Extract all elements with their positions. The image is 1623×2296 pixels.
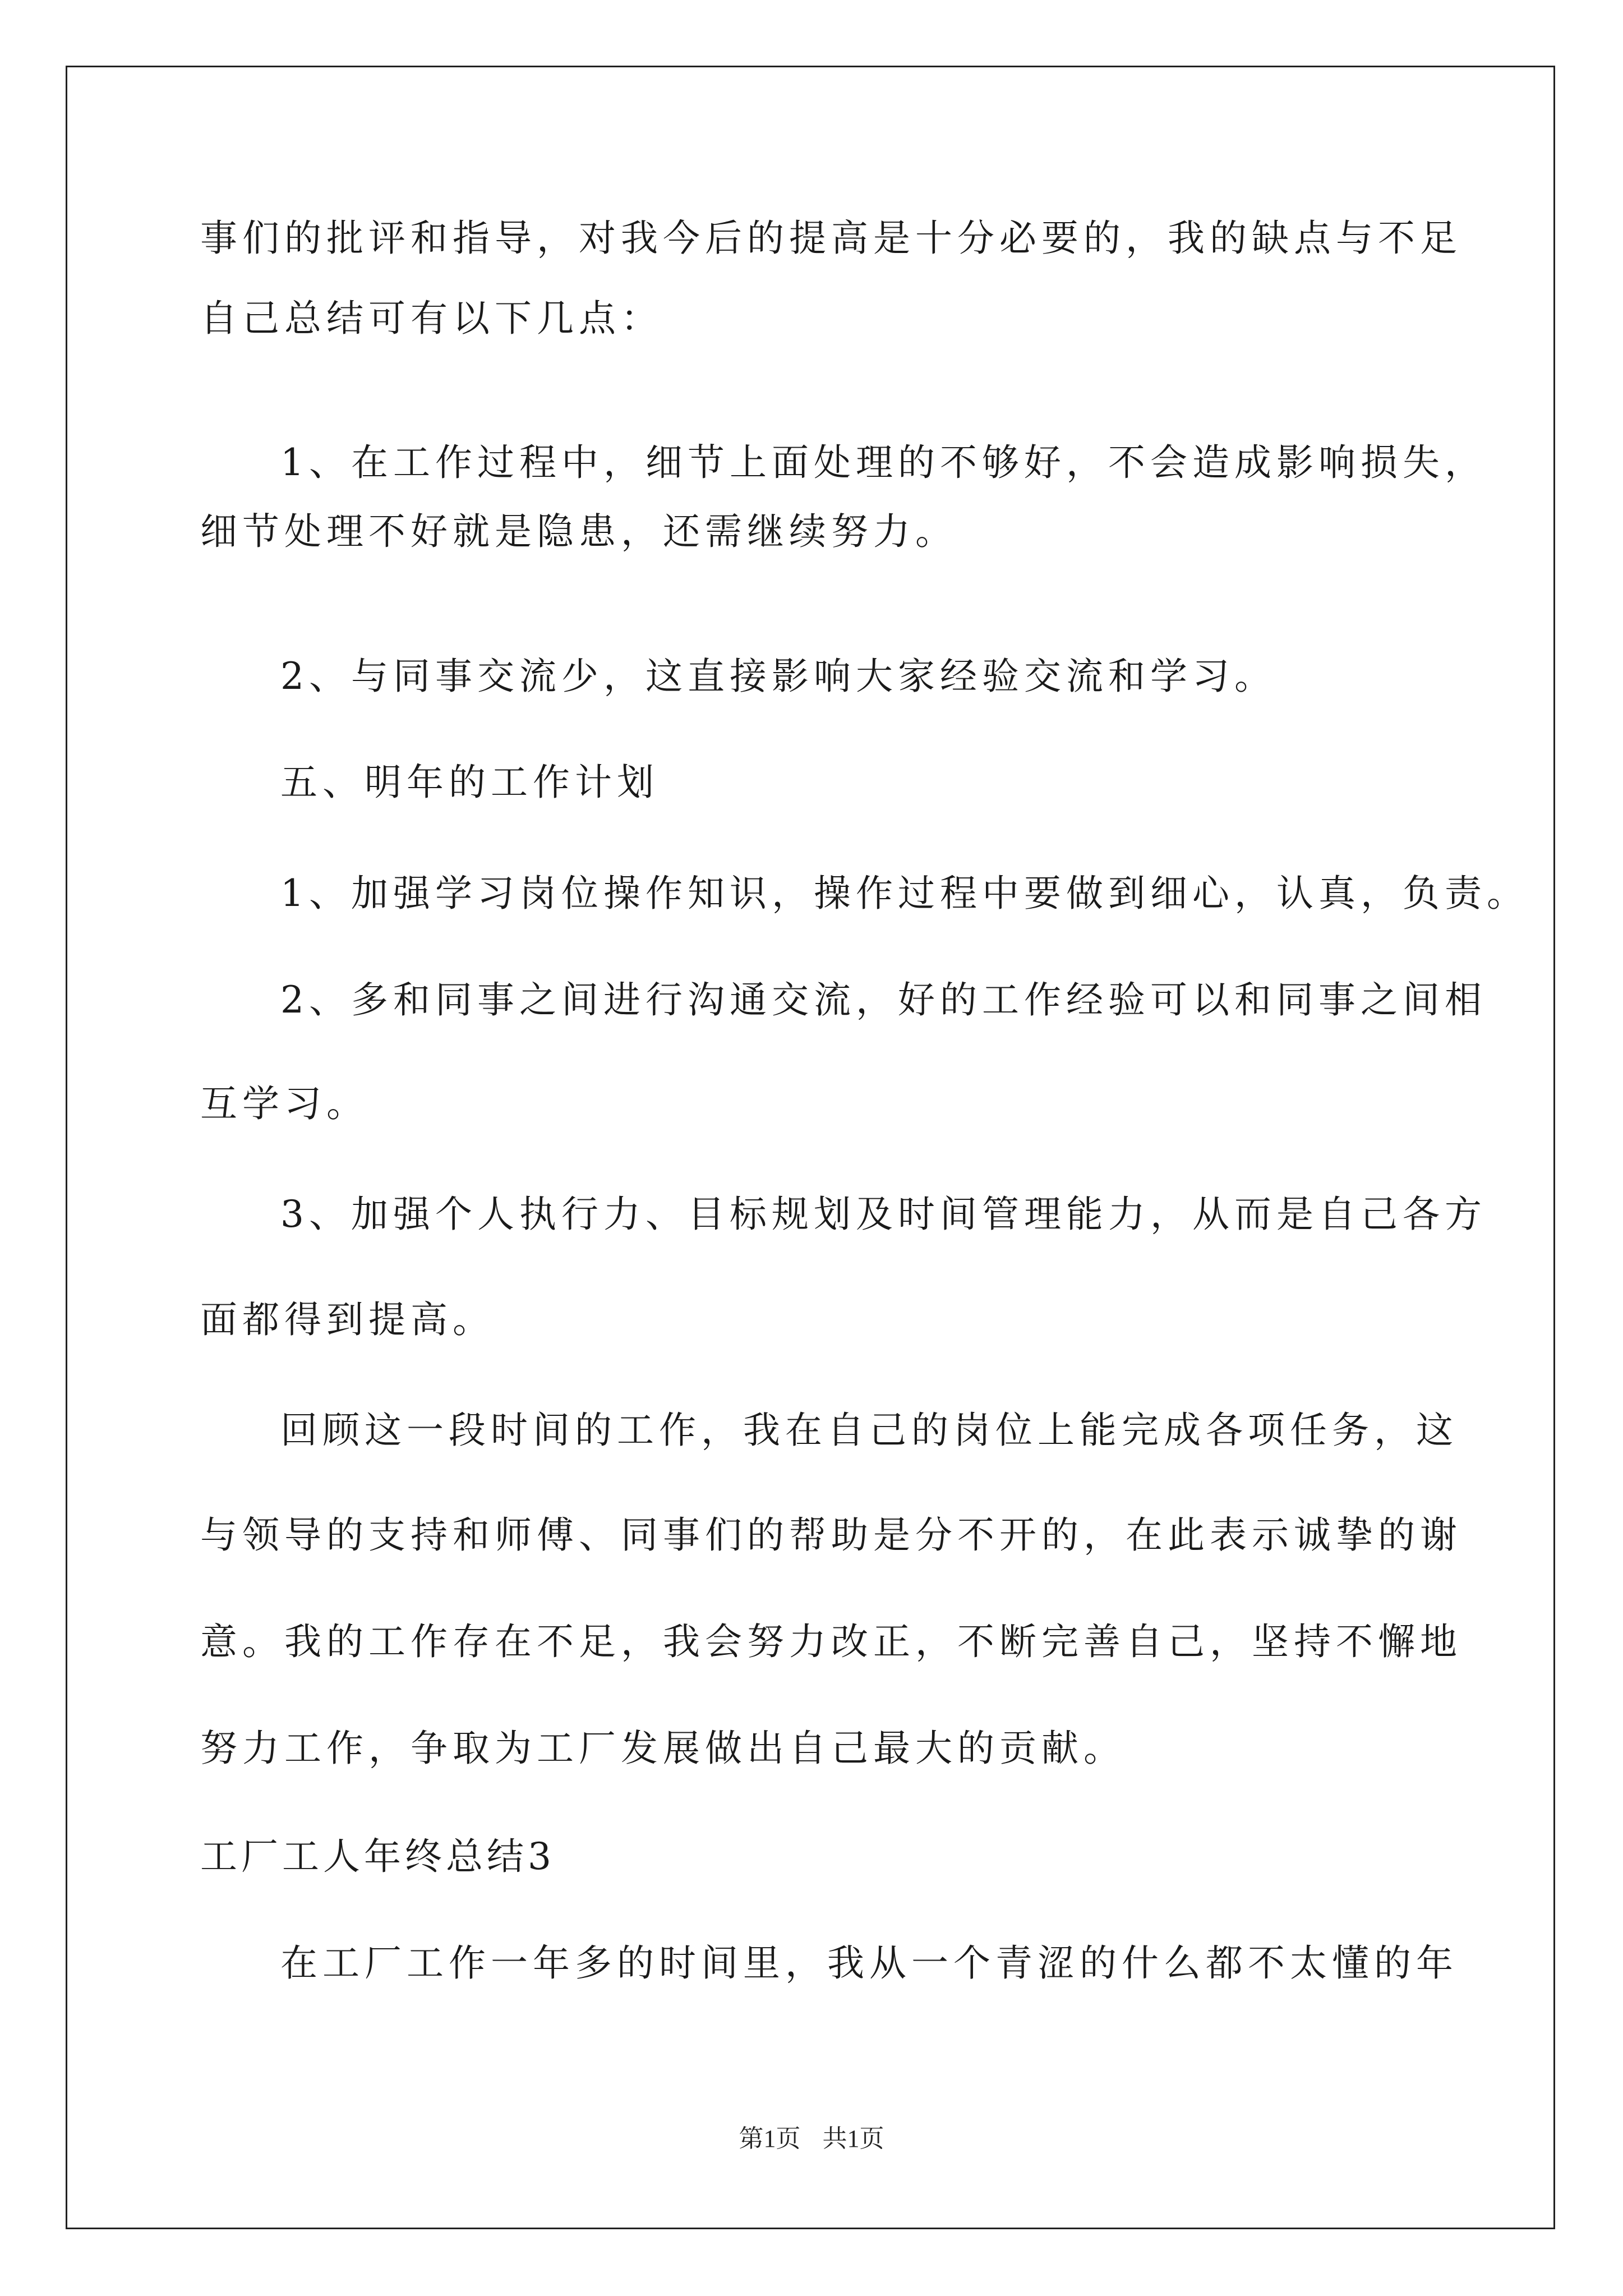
page-total: 共1页 [822,2125,884,2152]
paragraph-1-line-2: 自己总结可有以下几点： [200,297,663,340]
paragraph-2-line-1: 1、在工作过程中，细节上面处理的不够好，不会造成影响损失， [280,441,1487,484]
plan-item-2-line-1: 2、多和同事之间进行沟通交流，好的工作经验可以和同事之间相 [280,978,1487,1022]
plan-item-3-line-1: 3、加强个人执行力、目标规划及时间管理能力，从而是自己各方 [280,1193,1487,1236]
paragraph-1-line-1: 事们的批评和指导，对我今后的提高是十分必要的，我的缺点与不足 [200,217,1462,260]
closing-paragraph-line-3: 意。我的工作存在不足，我会努力改正，不断完善自己，坚持不懈地 [200,1620,1462,1663]
page-current: 第1页 [739,2125,801,2152]
page-frame [66,66,1555,2229]
paragraph-3-line-1: 2、与同事交流少，这直接影响大家经验交流和学习。 [280,655,1276,698]
plan-item-1: 1、加强学习岗位操作知识，操作过程中要做到细心，认真，负责。 [280,872,1529,915]
plan-item-2-line-2: 互学习。 [200,1082,368,1125]
section-title: 工厂工人年终总结3 [200,1835,555,1878]
new-paragraph-line-1: 在工厂工作一年多的时间里，我从一个青涩的什么都不太懂的年 [280,1941,1458,1985]
paragraph-2-line-2: 细节处理不好就是隐患，还需继续努力。 [200,510,957,553]
plan-item-3-line-2: 面都得到提高。 [200,1298,495,1341]
page-footer [0,2125,1623,2153]
closing-paragraph-line-4: 努力工作，争取为工厂发展做出自己最大的贡献。 [200,1727,1126,1770]
closing-paragraph-line-2: 与领导的支持和师傅、同事们的帮助是分不开的，在此表示诚挚的谢 [200,1513,1462,1557]
closing-paragraph-line-1: 回顾这一段时间的工作，我在自己的岗位上能完成各项任务，这 [280,1409,1458,1452]
section-heading-plan: 五、明年的工作计划 [280,761,659,804]
